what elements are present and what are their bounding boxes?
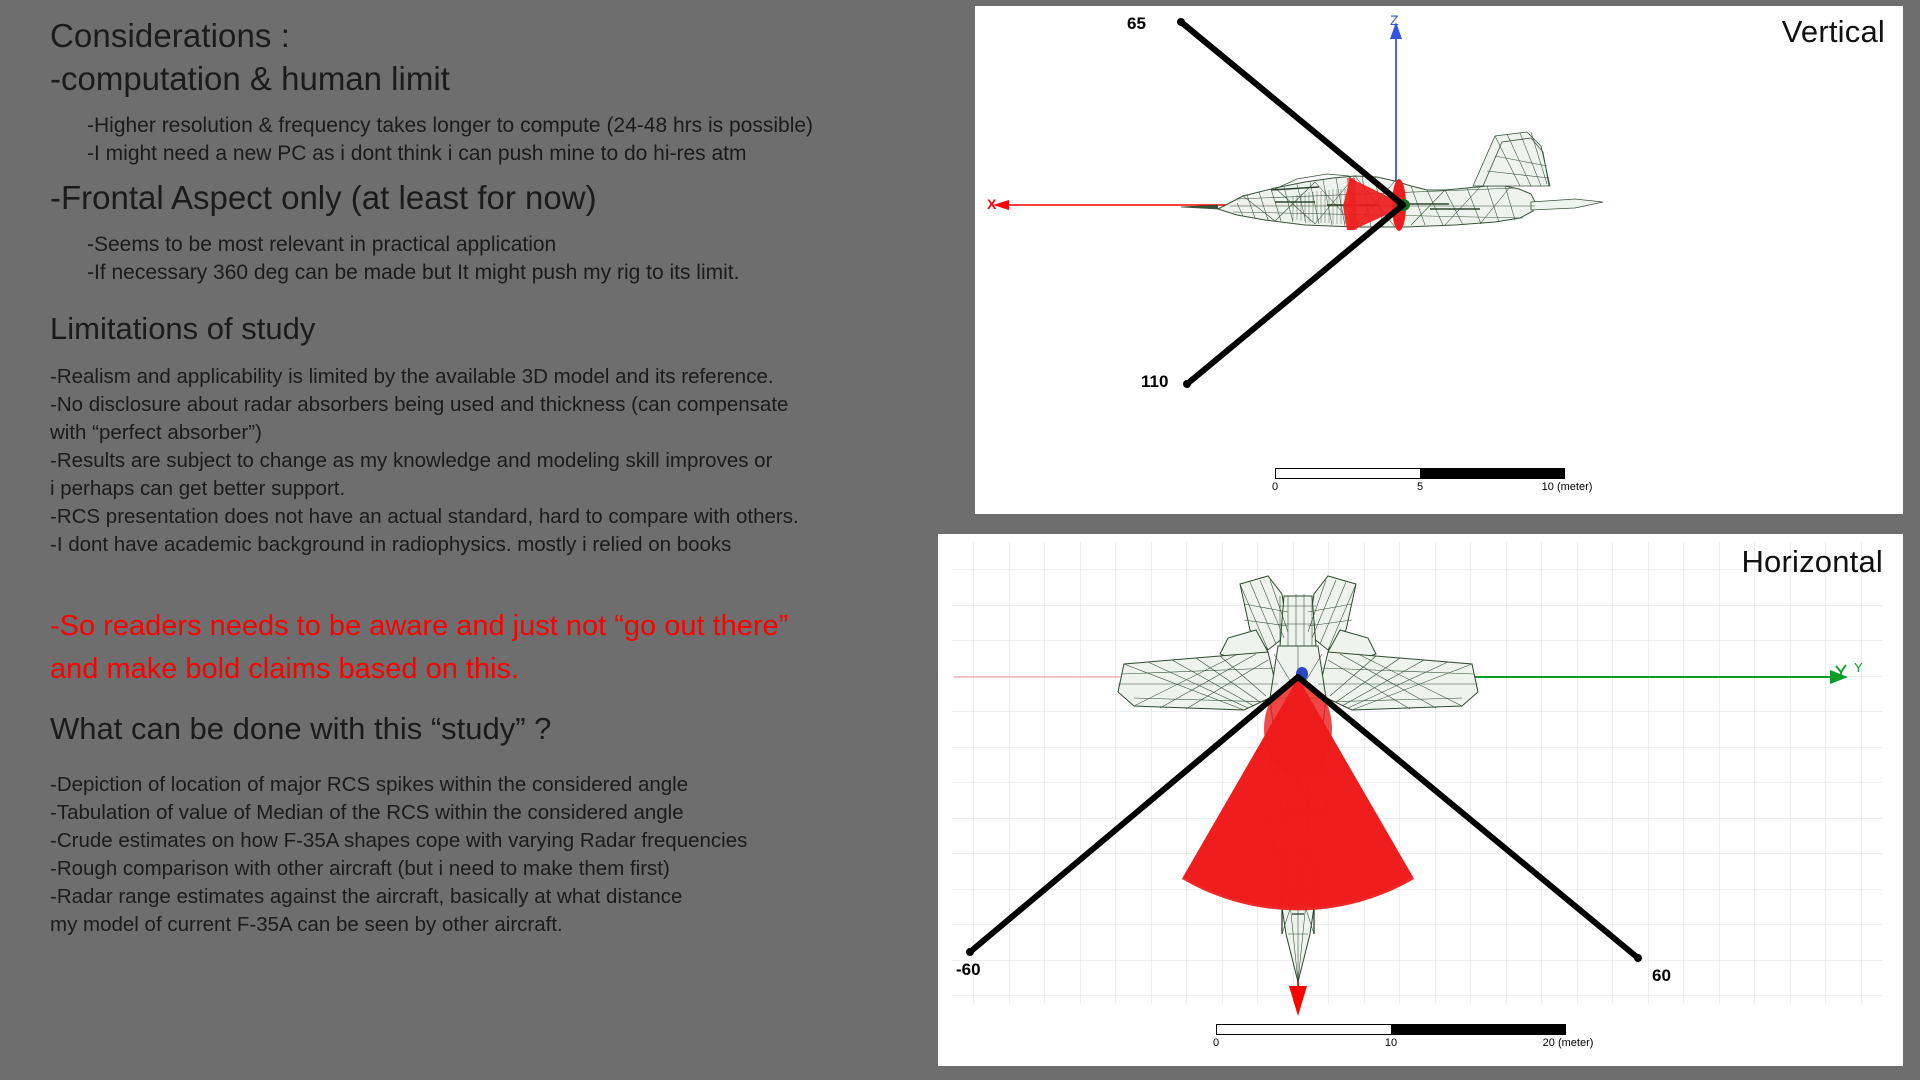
axis-label-x-vertical: X (987, 196, 997, 212)
scale-tick-0: 0 (1271, 481, 1279, 493)
angle-label-minus60: -60 (956, 960, 981, 979)
scale-tick-2: 20 (meter) (1542, 1037, 1594, 1049)
limitation-line: -Results are subject to change as my knowledge and modeling skill improves or (50, 449, 773, 472)
angle-label-110: 110 (1141, 372, 1169, 391)
horizontal-view-diagram (938, 534, 1903, 1066)
usecase-line: -Depiction of location of major RCS spikes within the considered angle (50, 773, 689, 796)
heading-limitations: Limitations of study (50, 311, 316, 346)
scale-tick-0: 0 (1212, 1037, 1220, 1049)
panel-title-horizontal: Horizontal (1741, 544, 1883, 579)
warning-text-line: and make bold claims based on this. (50, 653, 520, 685)
z-axis-arrow-vertical (1390, 22, 1402, 205)
scale-tick-1: 5 (1416, 481, 1424, 493)
limitation-line: -No disclosure about radar absorbers being used and thickness (can compensate (50, 393, 789, 416)
panel-title-vertical: Vertical (1781, 14, 1885, 49)
usecase-line: -Crude estimates on how F-35A shapes cope with varying Radar frequencies (50, 829, 748, 852)
angle-line-110 (1187, 205, 1403, 384)
axis-label-y-horizontal: Y (1854, 660, 1863, 675)
usecase-line: my model of current F-35A can be seen by other aircraft. (50, 913, 563, 936)
limitation-line: -I dont have academic background in radiophysics. mostly i relied on books (50, 533, 732, 556)
sub-bullet-relevant: -Seems to be most relevant in practical application (87, 233, 557, 256)
scale-bar-horizontal (1212, 1024, 1594, 1051)
sub-bullet-new-pc: -I might need a new PC as i dont think i can push mine to do hi-res atm (87, 142, 747, 165)
scale-bar-vertical (1271, 468, 1593, 495)
scale-tick-2: 10 (meter) (1541, 481, 1593, 493)
horizontal-view-panel (938, 534, 1903, 1066)
limitation-line: i perhaps can get better support. (50, 477, 346, 500)
limitation-line: -Realism and applicability is limited by the available 3D model and its reference. (50, 365, 774, 388)
usecase-line: -Radar range estimates against the aircraft, basically at what distance (50, 885, 683, 908)
vertical-view-diagram (975, 6, 1903, 514)
page-title: Considerations : (50, 17, 291, 54)
bullet-computation-limit: -computation & human limit (50, 60, 450, 97)
limitation-line: with “perfect absorber”) (50, 421, 262, 444)
usecase-line: -Rough comparison with other aircraft (but i need to make them first) (50, 857, 670, 880)
angle-line-65 (1181, 22, 1403, 205)
usecase-line: -Tabulation of value of Median of the RCS within the considered angle (50, 801, 684, 824)
bullet-frontal-aspect: -Frontal Aspect only (at least for now) (50, 179, 597, 216)
axis-label-z-vertical: Z (1390, 12, 1399, 28)
vertical-view-panel (975, 6, 1903, 514)
sub-bullet-resolution: -Higher resolution & frequency takes longer to compute (24-48 hrs is possible) (87, 114, 814, 137)
limitation-line: -RCS presentation does not have an actual standard, hard to compare with others. (50, 505, 799, 528)
heading-what-can-be-done: What can be done with this “study” ? (50, 711, 552, 746)
angle-label-65: 65 (1127, 14, 1146, 33)
sub-bullet-360deg: -If necessary 360 deg can be made but It might push my rig to its limit. (87, 261, 740, 284)
warning-text-line: -So readers needs to be aware and just not “go out there” (50, 610, 789, 642)
angle-label-plus60: 60 (1652, 966, 1671, 985)
scale-tick-1: 10 (1384, 1037, 1398, 1049)
